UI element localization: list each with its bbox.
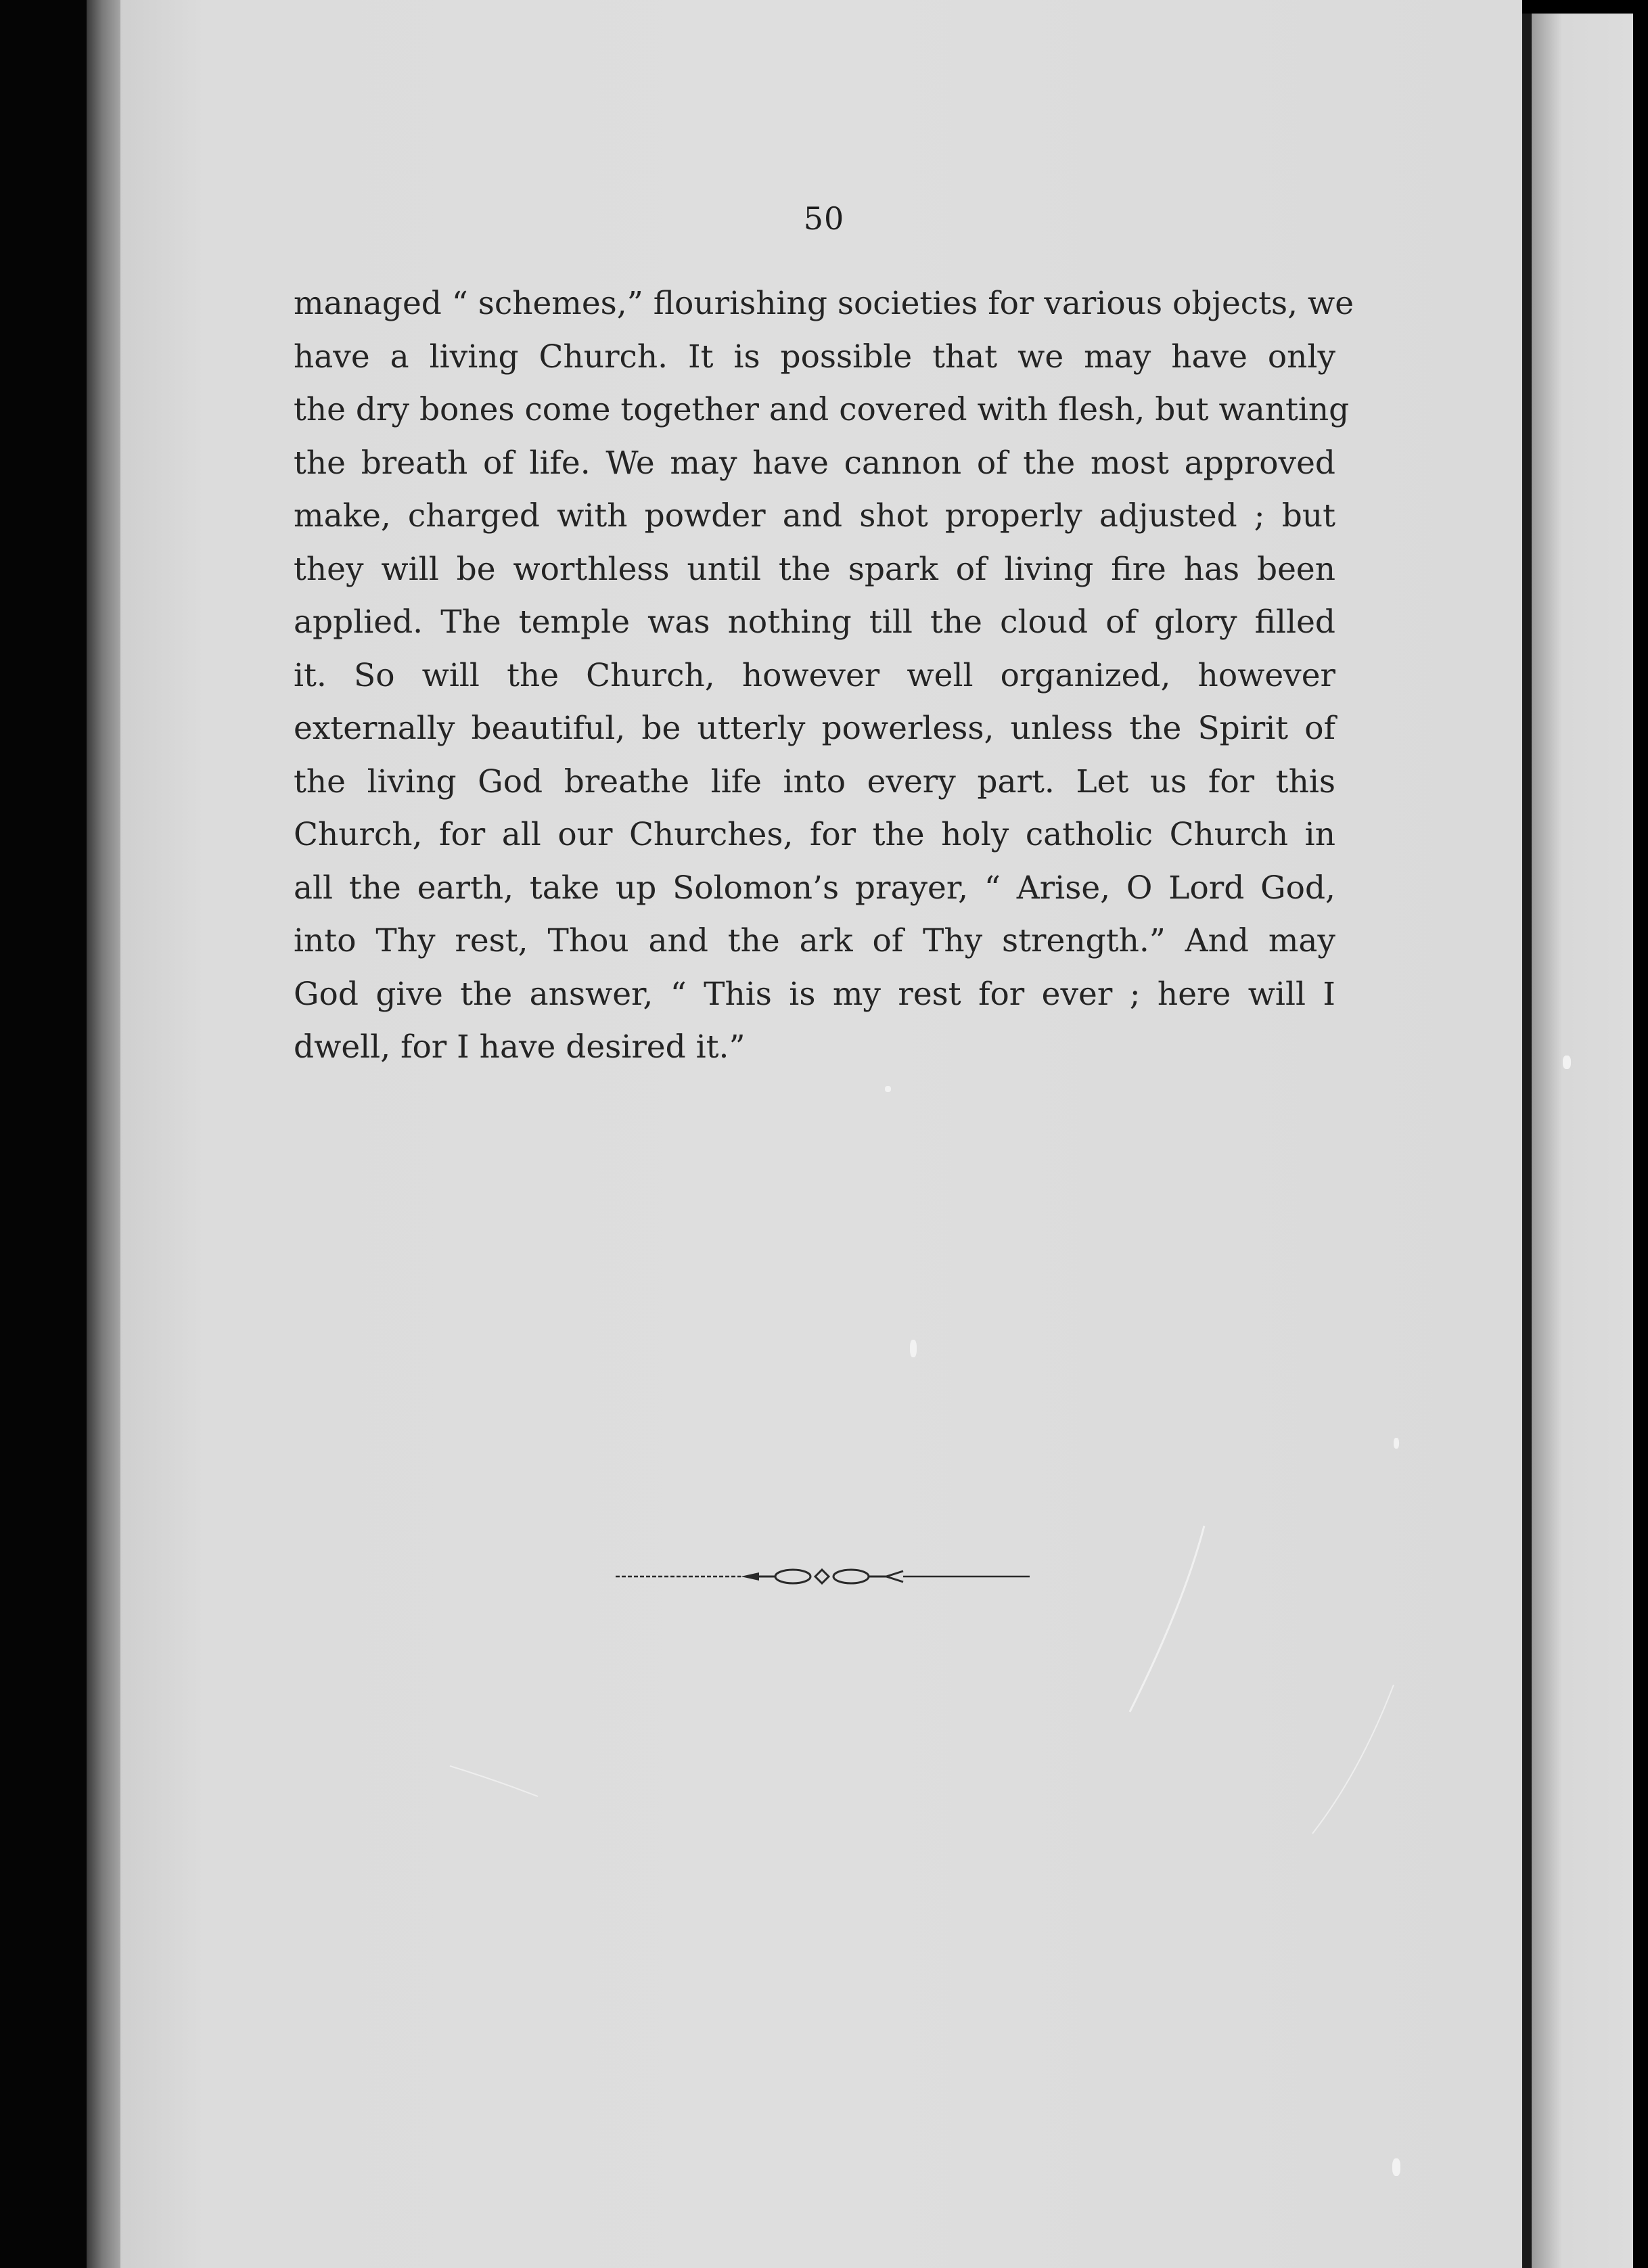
text-line: God give the answer, “ This is my rest for ever ; here will I [294,975,1335,1013]
scan-border-top [1522,0,1648,14]
text-line: all the earth, take up Solomon’s prayer, “ Arise, O Lord God, [294,869,1335,907]
text-line: dwell, for I have desired it.” [294,1028,746,1066]
page-number: 50 [803,200,845,237]
decorative-rule-ornament [609,1556,1035,1597]
text-line: externally beautiful, be utterly powerless, unless the Spirit of [294,710,1335,747]
text-line: managed “ schemes,” flourishing societies for various objects, we [294,285,1354,322]
text-line: Church, for all our Churches, for the holy catholic Church in [294,816,1335,853]
text-line: they will be worthless until the spark of living fire has been [294,550,1335,588]
scan-scratch [1123,1522,1218,1719]
scan-speck [1392,2158,1400,2176]
adjacent-page-edge [1532,0,1633,2268]
scan-speck [885,1086,891,1092]
text-line: the breath of life. We may have cannon of the most approved [294,444,1335,482]
body-paragraph [294,277,1354,1074]
book-spine-edge [87,0,122,2268]
scan-scratch [447,1759,541,1800]
text-line: make, charged with powder and shot properly adjusted ; but [294,497,1335,535]
text-line: into Thy rest, Thou and the ark of Thy strength.” And may [294,922,1335,959]
text-line: applied. The temple was nothing till the cloud of glory filled [294,604,1335,641]
text-line: it. So will the Church, however well organized, however [294,656,1335,694]
text-line: the dry bones come together and covered with flesh, but wanting [294,391,1350,428]
text-line: have a living Church. It is possible that we may have only [294,338,1335,376]
scan-speck [910,1340,917,1357]
scan-scratch [1306,1678,1400,1840]
page-gutter [1522,0,1532,2268]
scan-border-right [1633,0,1648,2268]
scan-speck [1563,1056,1571,1069]
text-line: the living God breathe life into every part. Let us for this [294,763,1335,800]
scan-speck [1394,1438,1399,1449]
